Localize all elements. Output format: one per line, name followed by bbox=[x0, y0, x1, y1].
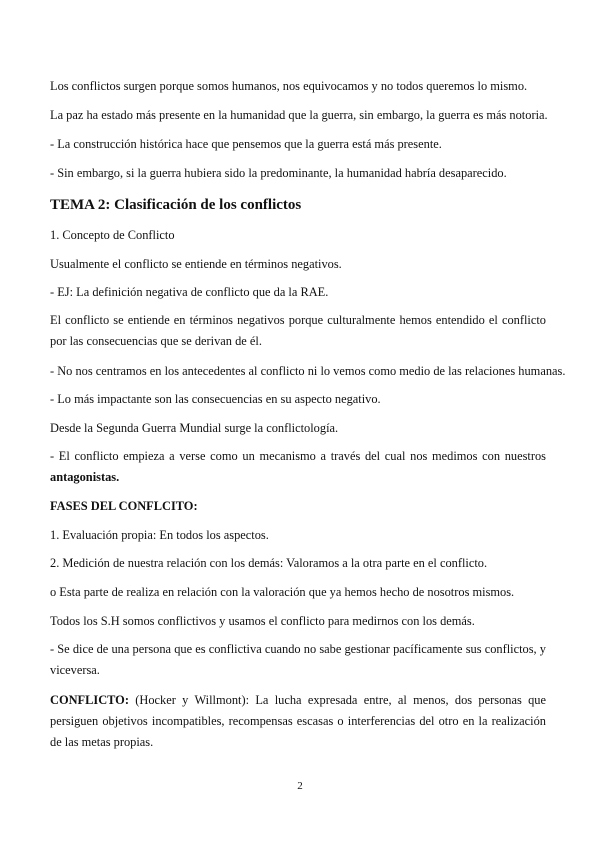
bold-antagonistas: antagonistas. bbox=[50, 470, 120, 484]
sub-item-esta-parte: o Esta parte de realiza en relación con la valoración que ya hemos hecho de nosotros mismos. bbox=[50, 585, 515, 599]
bullet-construccion-historica: - La construcción histórica hace que pensemos que la guerra está más presente. bbox=[50, 137, 442, 151]
heading-tema-2: TEMA 2: Clasificación de los conflictos bbox=[50, 197, 302, 213]
bullet-sin-embargo: - Sin embargo, si la guerra hubiera sido la predominante, la humanidad habría desaparecido. bbox=[50, 166, 507, 180]
paragraph-todos-sh: Todos los S.H somos conflictivos y usamos el conflicto para medirnos con los demás. bbox=[50, 614, 475, 628]
paragraph-terminos-negativos: El conflicto se entiende en términos negativos porque culturalmente hemos entendido el conflicto por las consecuencias que se derivan de él. bbox=[50, 313, 546, 348]
paragraph-paz-presente: La paz ha estado más presente en la humanidad que la guerra, sin embargo, la guerra es más notoria. bbox=[50, 108, 548, 122]
bold-conflicto-label: CONFLICTO: bbox=[50, 693, 129, 707]
bullet-persona-conflictiva: - Se dice de una persona que es conflictiva cuando no sabe gestionar pacíficamente sus conflictos, y viceversa. bbox=[50, 642, 546, 677]
definicion-conflicto-text: (Hocker y Willmont): La lucha expresada entre, al menos, dos personas que persiguen objetivos incompatibles, recompensas escasas o interferencias del otro en la realización de las metas propias. bbox=[50, 693, 546, 749]
bullet-ej-rae: - EJ: La definición negativa de conflicto que da la RAE. bbox=[50, 285, 329, 299]
paragraph-definicion-conflicto bbox=[50, 690, 546, 753]
heading-fases-conflicto: FASES DEL CONFLCITO: bbox=[50, 499, 198, 513]
page-number: 2 bbox=[297, 780, 303, 792]
subheading-concepto-conflicto: 1. Concepto de Conflicto bbox=[50, 228, 175, 242]
paragraph-usualmente: Usualmente el conflicto se entiende en términos negativos. bbox=[50, 257, 342, 271]
bullet-mecanismo-text: - El conflicto empieza a verse como un mecanismo a través del cual nos medimos con nuestros bbox=[50, 449, 546, 463]
bullet-lo-mas-impactante: - Lo más impactante son las consecuencias en su aspecto negativo. bbox=[50, 392, 381, 406]
paragraph-conflictos-surgen: Los conflictos surgen porque somos humanos, nos equivocamos y no todos queremos lo mismo. bbox=[50, 79, 528, 93]
bullet-mecanismo-antagonistas bbox=[50, 446, 546, 488]
bullet-antecedentes: - No nos centramos en los antecedentes al conflicto ni lo vemos como medio de las relaciones humanas. bbox=[50, 364, 566, 378]
paragraph-conflictologia: Desde la Segunda Guerra Mundial surge la conflictología. bbox=[50, 421, 339, 435]
list-item-evaluacion-propia: 1. Evaluación propia: En todos los aspectos. bbox=[50, 528, 269, 542]
list-item-medicion-relacion: 2. Medición de nuestra relación con los demás: Valoramos a la otra parte en el conflicto. bbox=[50, 556, 488, 570]
